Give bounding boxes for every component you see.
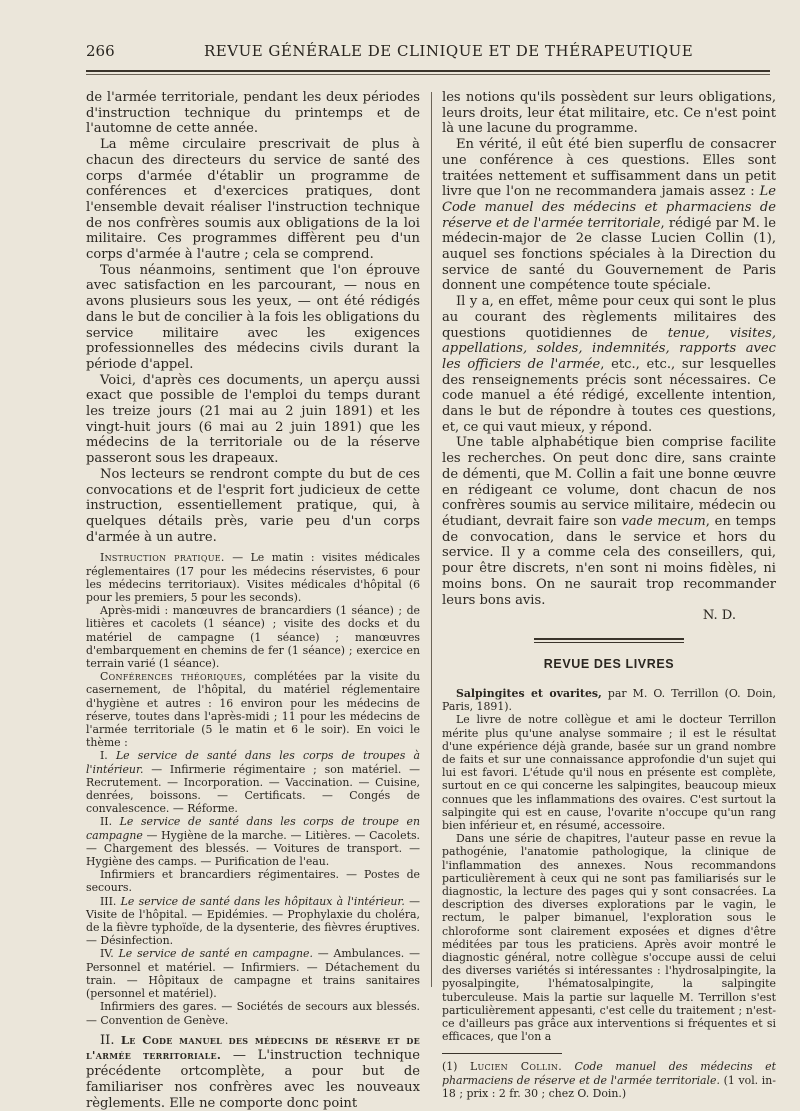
paragraph: les notions qu'ils possèdent sur leurs obligations, leurs droits, leur état militaire, etc. Ce n'est point là une lacune du programme. bbox=[442, 90, 776, 137]
paragraph bbox=[442, 435, 776, 608]
paragraph-text: complétées par la visite du casernement, de l'hôpital, du matériel réglementaire d'hygiène et autres : 16 environ pour les médecins de réserve, toutes dans l'après-midi ; 11 pour les médecins de l'armée territoriale (5 le matin et 6 le soir). En voici le thème : bbox=[86, 670, 420, 750]
footnote-title: Code manuel des médecins et pharmaciens de réserve et de l'armée territoriale. bbox=[442, 1060, 776, 1087]
program-paragraph bbox=[86, 670, 420, 749]
item-number: III. bbox=[100, 894, 121, 908]
paragraph-text: — Hygiène de la marche. — Litières. — Cacolets. — Chargement des blessés. — Voitures de transport. — Hygiène des camps. — Purification de l'eau. bbox=[86, 828, 420, 869]
paragraph-text: , rédigé par M. le médecin-major de 2e classe Lucien Collin (1), auquel ses fonctions spéciales à la Direction du service de santé du Gouvernement de Paris donnent une compétence toute spéciale. bbox=[442, 215, 776, 294]
header-rule bbox=[86, 70, 770, 72]
footnote bbox=[442, 1060, 776, 1100]
review-title: Salpingites et ovarites, bbox=[456, 686, 602, 700]
header-rule-thin bbox=[86, 74, 770, 75]
item-title: Le service de santé en campagne. bbox=[118, 947, 313, 961]
paragraph-text: — Infirmerie régimentaire ; son matériel. — Recrutement. — Incorporation. — Vaccination. — Cuisine, denrées, boissons. — Certificats. — Congés de convalescence. — Réforme. bbox=[86, 762, 420, 816]
paragraph-text: En vérité, il eût été bien superflu de consacrer une conférence à ces questions. Elles sont traitées nettement et suffisamment dans un petit livre que l'on ne recommandera jamais assez : bbox=[442, 137, 776, 200]
paragraph: Voici, d'après ces documents, un aperçu aussi exact que possible de l'emploi du temps durant les treize jours (21 mai au 2 juin 1891) et les vingt-huit jours (6 mai au 2 juin 1891) que les médecins de la territoriale ou de la réserve passeront sous les drapeaux. bbox=[86, 372, 420, 467]
page-header bbox=[86, 40, 770, 64]
right-column bbox=[442, 90, 776, 1100]
paragraph-text: — Ambulances. — Personnel et matériel. — Infirmiers. — Détachement du train. — Hôpitaux de campagne et trains sanitaires (personnel et matériel). bbox=[86, 947, 420, 1001]
item-number: I. bbox=[100, 749, 116, 763]
paragraph: Nos lecteurs se rendront compte du but de ces convocations et de l'esprit fort judicieux de cette instruction, essentiellement pratique, qui, à quelques détails près, varie peu d'un corps d'armée à un autre. bbox=[86, 466, 420, 545]
item-number: II. bbox=[100, 1032, 121, 1048]
paragraph: de l'armée territoriale, pendant les deux périodes d'instruction technique du printemps et de l'automne de cette année. bbox=[86, 90, 420, 137]
paragraph-text: — L'instruction technique précédente ortcomplète, a pour but de familiariser nos confrères avec les nouveaux règlements. Elle ne comporte donc point bbox=[86, 1048, 420, 1111]
book-title: Le Code manuel des médecins et pharmaciens de réserve et de l'armée territoriale bbox=[442, 184, 776, 231]
paragraph bbox=[442, 294, 776, 435]
footnote-number: (1) bbox=[442, 1060, 470, 1074]
run-in-heading: Conférences théoriques, bbox=[100, 670, 247, 684]
footnote-text: (1 vol. in-18 ; prix : 2 fr. 30 ; chez O. Doin.) bbox=[442, 1073, 776, 1100]
item-title: Le service de santé dans les corps de troupe en campagne bbox=[86, 815, 420, 842]
paragraph bbox=[86, 1033, 420, 1111]
item-number: IV. bbox=[100, 947, 119, 961]
item-number: II. bbox=[100, 815, 120, 829]
signature: N. D. bbox=[702, 608, 736, 624]
paragraph bbox=[442, 137, 776, 294]
paragraph: La même circulaire prescrivait de plus à chacun des directeurs du service de santé des corps d'armée d'établir un programme de conférences et d'exercices pratiques, dont l'ensemble devait réaliser l'instruction technique de nos confrères soumis aux obligations de la loi militaire. Ces programmes diffèrent peu d'un corps d'armée à l'autre ; cela se comprend. bbox=[86, 137, 420, 263]
program-paragraph bbox=[86, 947, 420, 1000]
paragraph: Tous néanmoins, sentiment que l'on éprouve avec satisfaction en les parcourant, — nous en avons plusieurs sous les yeux, — ont été rédigés dans le but de concilier à la fois les obligations du service militaire avec les exigences professionnelles des médecins civils durant la période d'appel. bbox=[86, 262, 420, 372]
review-entry bbox=[442, 687, 776, 713]
program-paragraph: Infirmiers et brancardiers régimentaires. — Postes de secours. bbox=[86, 868, 420, 895]
program-paragraph: Après-midi : manœuvres de brancardiers (1 séance) ; de litières et cacolets (1 séance) ; visite des docks et du matériel de campagne (1 séance) ; manœuvres d'embarquement en chemins de fer (1 séance) ; exercice en terrain varié (1 séance). bbox=[86, 604, 420, 671]
program-paragraph bbox=[86, 895, 420, 948]
review-paragraph: Le livre de notre collègue et ami le docteur Terrillon mérite plus qu'une analyse sommaire ; il est le résultat d'une expérience déjà grande, basée sur un grand nombre de faits et sur une connaissance approfondie d'un sujet qui lui est favori. L'étude qu'il nous en présente est complète, surtout en ce qui concerne les salpingites, beaucoup mieux connues que les inflammations des ovaires. C'est surtout la salpingite qui est en cause, l'ovarite n'occupe qu'un rang bien inférieur et, en résumé, accessoire. bbox=[442, 713, 776, 832]
section-title: REVUE DES LIVRES bbox=[543, 656, 675, 671]
item-title: Le service de santé dans les corps de troupes à l'intérieur. bbox=[86, 749, 420, 776]
program-paragraph bbox=[86, 815, 420, 868]
run-in-heading: Instruction pratique. bbox=[100, 551, 225, 565]
program-paragraph bbox=[86, 551, 420, 604]
paragraph-text: — Le matin : visites médicales réglementaires (17 pour les médecins réservistes, 6 pour les médecins territoriaux). Visites médicales d'hôpital (6 pour les premiers, 5 pour les seconds). bbox=[86, 551, 421, 604]
section-rule bbox=[534, 638, 684, 640]
paragraph-text: — Visite de l'hôpital. — Epidémies. — Prophylaxie du choléra, de la fièvre typhoïde, de la dysenterie, des fièvres éruptives. — Désinfection. bbox=[86, 894, 420, 948]
program-paragraph: Infirmiers des gares. — Sociétés de secours aux blessés. — Convention de Genève. bbox=[86, 1000, 420, 1027]
footnote-rule bbox=[442, 1053, 562, 1054]
program-paragraph bbox=[86, 749, 420, 815]
review-paragraph: Dans une série de chapitres, l'auteur passe en revue la pathogénie, l'anatomie pathologique, la clinique de l'inflammation des annexes. Nous recommandons particulièrement à ceux qui ne sont pas familiarisés sur le diagnostic, la lecture des pages qui y sont consacrées. La description des diverses explorations par le vagin, le rectum, le palper bimanuel, l'exploration sous le chloroforme sont clairement exposées et dignes d'être méditées par tous les praticiens. Après avoir montré le diagnostic général, notre collègue s'occupe aussi de celui des diverses variétés si intéressantes : l'hydrosalpingite, la pyosalpingite, l'hématosalpingite, la salpingite tuberculeuse. Mais la partie sur laquelle M. Terrillon s'est particulièrement appesanti, c'est celle du traitement ; n'est-ce d'ailleurs pas grâce aux interventions si fréquentes et si efficaces, que l'on a bbox=[442, 832, 776, 1044]
item-title: Le service de santé dans les hôpitaux à l'intérieur. bbox=[120, 894, 405, 908]
paragraph-text: Il y a, en effet, même pour ceux qui sont le plus au courant des règlements militaires des questions quotidiennes de bbox=[442, 294, 776, 341]
section-rule-thin bbox=[534, 642, 684, 643]
section-heading: Le Code manuel des médecins de réserve et de l'armée territoriale. bbox=[86, 1032, 420, 1063]
paragraph-text: , en temps de convocation, dans le service et hors du service. Il y a comme cela des conseillers, qui, pour être discrets, n'en sont ni moins fidèles, ni moins bons. On ne saurait trop recommander leurs bons avis. bbox=[442, 513, 776, 608]
left-column bbox=[86, 90, 420, 1111]
page-number: 266 bbox=[86, 42, 115, 60]
paragraph-text: , etc., etc., sur lesquelles des renseignements précis sont nécessaires. Ce code manuel a été rédigé, excellente intention, dans le but de répondre à toutes ces questions, et, ce qui vaut mieux, y répond. bbox=[442, 356, 777, 435]
running-title: REVUE GÉNÉRALE DE CLINIQUE ET DE THÉRAPEUTIQUE bbox=[204, 42, 694, 60]
review-citation: par M. O. Terrillon (O. Doin, Paris, 1891). bbox=[442, 686, 776, 714]
italic-text: tenue, visites, appellations, soldes, indemnités, rapports avec les officiers de l'armée bbox=[442, 325, 776, 372]
column-divider bbox=[431, 92, 432, 987]
paragraph-text: Une table alphabétique bien comprise facilite les recherches. On peut donc dire, sans crainte de démenti, que M. Collin a fait une bonne œuvre en rédigeant ce volume, dont chacun de nos confrères soumis au service militaire, médecin ou étudiant, devrait faire son bbox=[442, 435, 776, 529]
footnote-author: Lucien Collin. bbox=[469, 1060, 562, 1074]
italic-text: vade mecum bbox=[621, 513, 706, 529]
